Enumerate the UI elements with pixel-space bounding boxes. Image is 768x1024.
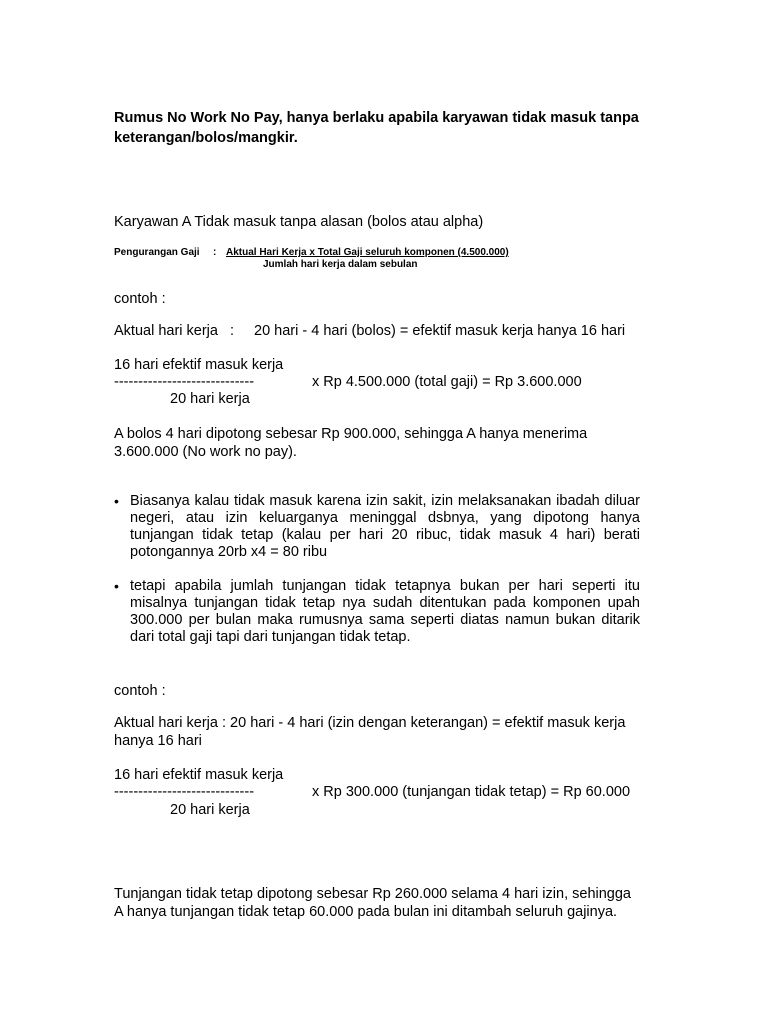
bullet-icon: • xyxy=(114,493,119,509)
example2-conclusion: Tunjangan tidak tetap dipotong sebesar Rp 260.000 selama 4 hari izin, sehingga A hanya tunjangan tidak tetap 60.000 pada bulan ini ditambah seluruh gajinya. xyxy=(114,886,631,920)
list-item xyxy=(114,578,640,646)
example1-fraction-numerator: 16 hari efektif masuk kerja xyxy=(114,357,284,373)
bullet-list xyxy=(114,493,640,663)
example2-actual-text: Aktual hari kerja : 20 hari - 4 hari (izin dengan keterangan) = efektif masuk kerja hanya 16 hari xyxy=(114,715,626,749)
bullet-icon: • xyxy=(114,578,119,594)
example2-heading: contoh : xyxy=(114,683,166,699)
bullet-text: Biasanya kalau tidak masuk karena izin sakit, izin melaksanakan ibadah diluar negeri, atau izin keluarganya meninggal dsbnya, yang dipotong hanya tunjangan tidak tetap (kalau per hari 20 ribuc, tidak masuk 4 hari) berati potongannya 20rb x4 = 80 ribu xyxy=(130,493,640,560)
example2-fraction-result: x Rp 300.000 (tunjangan tidak tetap) = Rp 60.000 xyxy=(312,784,631,800)
formula-label: Pengurangan Gaji xyxy=(114,247,200,258)
example1-fraction-line: ----------------------------- xyxy=(114,374,255,390)
formula-numerator: Aktual Hari Kerja x Total Gaji seluruh komponen (4.500.000) xyxy=(226,247,509,258)
example2-fraction-numerator: 16 hari efektif masuk kerja xyxy=(114,767,284,783)
example1-heading: contoh : xyxy=(114,291,166,307)
example1-actual-label: Aktual hari kerja xyxy=(114,323,218,339)
bullet-text: tetapi apabila jumlah tunjangan tidak tetapnya bukan per hari seperti itu misalnya tunjangan tidak tetap nya sudah ditentukan pada komponen upah 300.000 per bulan maka rumusnya sama seperti diatas namun bukan ditarik dari total gaji tapi dari tunjangan tidak tetap. xyxy=(130,578,640,645)
list-item xyxy=(114,493,640,561)
example1-actual-value: 20 hari - 4 hari (bolos) = efektif masuk kerja hanya 16 hari xyxy=(254,323,626,339)
example1-fraction-denominator: 20 hari kerja xyxy=(170,391,250,407)
formula-colon: : xyxy=(213,247,217,258)
example2-fraction-line: ----------------------------- xyxy=(114,784,255,800)
example1-actual-colon: : xyxy=(230,323,235,339)
example1-conclusion: A bolos 4 hari dipotong sebesar Rp 900.000, sehingga A hanya menerima 3.600.000 (No work no pay). xyxy=(114,426,588,460)
document-title: Rumus No Work No Pay, hanya berlaku apabila karyawan tidak masuk tanpa keterangan/bolos/mangkir. xyxy=(114,110,639,146)
case-a-heading: Karyawan A Tidak masuk tanpa alasan (bolos atau alpha) xyxy=(114,214,484,230)
example1-fraction-result: x Rp 4.500.000 (total gaji) = Rp 3.600.000 xyxy=(312,374,582,390)
formula-denominator: Jumlah hari kerja dalam sebulan xyxy=(263,259,418,270)
example2-fraction-denominator: 20 hari kerja xyxy=(170,802,250,818)
